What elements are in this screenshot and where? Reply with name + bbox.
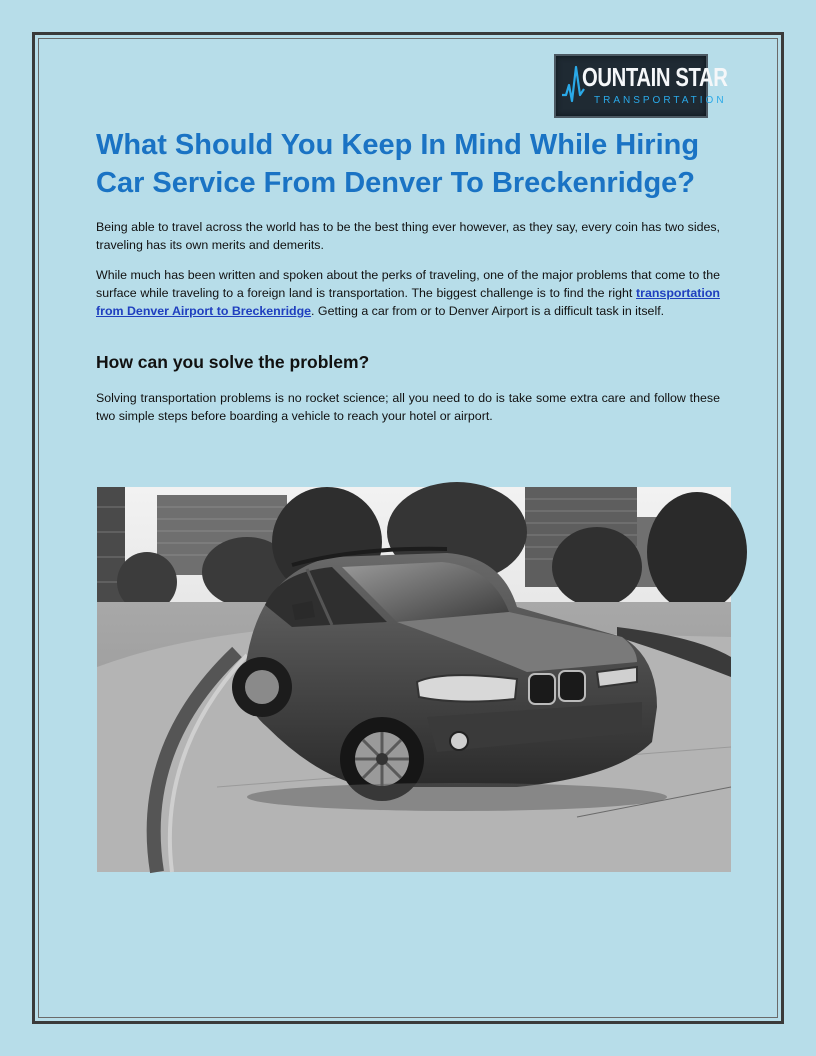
solution-paragraph: Solving transportation problems is no rocket science; all you need to do is take some extra care and follow these two simple steps before boarding a vehicle to reach your hotel or airport.	[96, 391, 720, 423]
transport-paragraph	[96, 266, 720, 320]
paragraph-text-after-link: . Getting a car from or to Denver Airport is a difficult task in itself.	[311, 304, 665, 318]
company-logo	[556, 56, 728, 116]
suv-photo	[97, 487, 731, 872]
paragraph-text-before-link: While much has been written and spoken about the perks of traveling, one of the major problems that come to the surface while traveling to a foreign land is transportation. The biggest challenge is to find the right	[96, 268, 720, 300]
intro-paragraph: Being able to travel across the world has to be the best thing ever however, as they say, every coin has two sides, traveling has its own merits and demerits.	[96, 220, 720, 252]
logo-main-text: OUNTAIN STAR	[582, 62, 728, 92]
transportation-link[interactable]: transportation from Denver Airport to Breckenridge	[96, 286, 720, 318]
page-title: What Should You Keep In Mind While Hiring Car Service From Denver To Breckenridge?	[96, 129, 700, 199]
logo-sub-text: TRANSPORTATION	[594, 95, 727, 106]
section-heading: How can you solve the problem?	[96, 352, 370, 372]
suv-photo-illustration	[97, 487, 731, 872]
